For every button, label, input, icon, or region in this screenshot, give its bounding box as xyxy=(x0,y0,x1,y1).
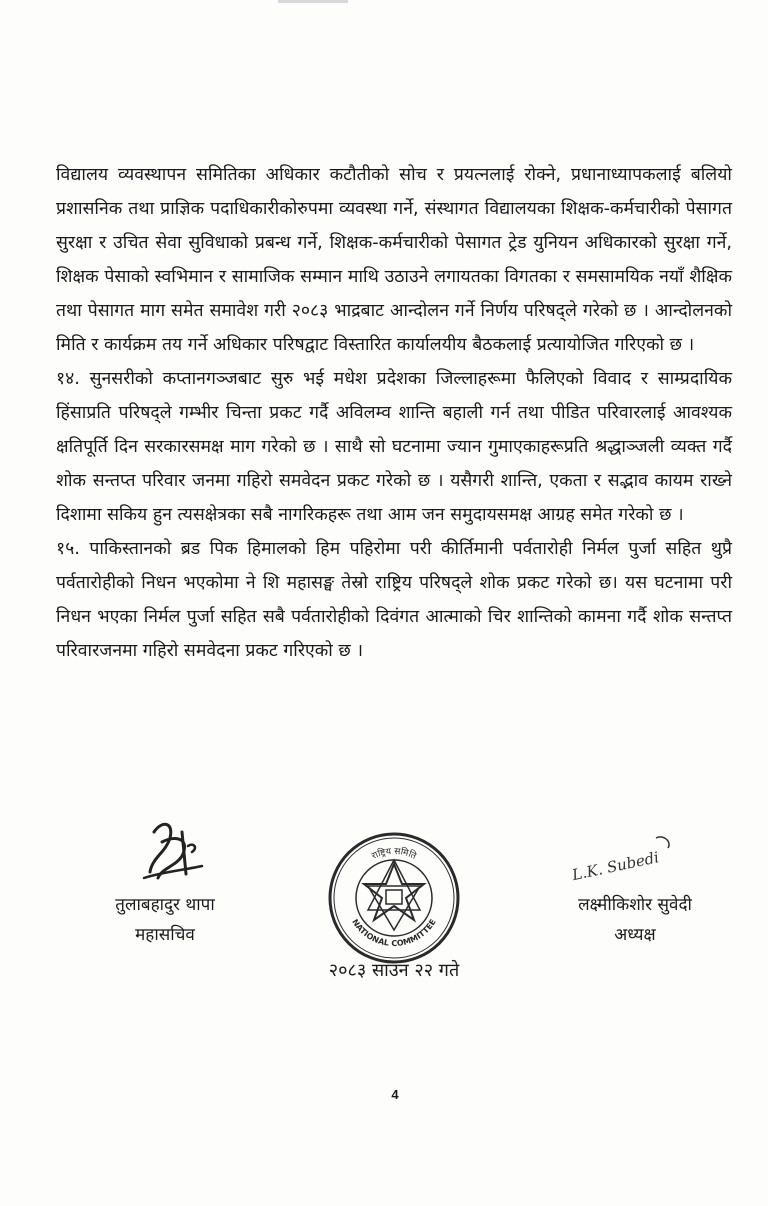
seal-top-text: राष्ट्रिय समिति xyxy=(370,846,418,862)
president-signature-text: L.K. Subedi xyxy=(570,848,661,885)
president-title: अध्यक्ष xyxy=(614,925,656,945)
general-secretary-name: तुलाबहादुर थापा xyxy=(115,895,215,915)
scan-artifact xyxy=(278,0,348,3)
general-secretary-title: महासचिव xyxy=(135,925,195,945)
president-signature xyxy=(560,828,700,888)
president-name: लक्ष्मीकिशोर सुवेदी xyxy=(578,895,692,915)
paragraph-15: १५. पाकिस्तानको ब्रड पिक हिमालको हिम पहिरोमा परी कीर्तिमानी पर्वतारोही निर्मल पुर्जा सहित थुप्रै पर्वतारोहीको निधन भएकोमा ने शि महासङ्घ तेस्रो राष्ट्रिय परिषद्ले शोक प्रकट गरेको छ। यस घटनामा परी निधन भएका निर्मल पुर्जा सहित सबै पर्वतारोहीको दिवंगत आत्माको चिर शान्तिको कामना गर्दै शोक सन्तप्त परिवारजनमा गहिरो समवेदना प्रकट गरिएको छ । xyxy=(56,539,732,661)
paragraph-13-continuation: विद्यालय व्यवस्थापन समितिका अधिकार कटौतीको सोच र प्रयत्नलाई रोक्ने, प्रधानाध्यापकलाई बलियो प्रशासनिक तथा प्राज्ञिक पदाधिकारीकोरुपमा व्यवस्था गर्ने, संस्थागत विद्यालयका शिक्षक-कर्मचारीको पेसागत सुरक्षा र उचित सेवा सुविधाको प्रबन्ध गर्ने, शिक्षक-कर्मचारीको पेसागत ट्रेड युनियन अधिकारको सुरक्षा गर्ने, शिक्षक पेसाको स्वभिमान र सामाजिक सम्मान माथि उठाउने लगायतका विगतका र समसामयिक नयाँ शैक्षिक तथा पेसागत माग समेत समावेश गरी २०८३ भाद्रबाट आन्दोलन गर्ने निर्णय परिषद्ले गरेको छ । आन्दोलनको मिति र कार्यक्रम तय गर्ने अधिकार परिषद्वाट विस्तारित कार्यालयीय बैठकलाई प्रत्यायोजित गरिएको छ । xyxy=(56,165,733,355)
general-secretary-signature xyxy=(132,812,212,892)
page-number: 4 xyxy=(391,1087,399,1102)
signature-block-right xyxy=(535,890,735,950)
signature-block-left xyxy=(80,890,250,950)
document-date: २०८३ साउन २२ गते xyxy=(328,960,460,981)
official-seal xyxy=(326,830,462,966)
paragraph-14: १४. सुनसरीको कप्तानगञ्जबाट सुरु भई मधेश प्रदेशका जिल्लाहरूमा फैलिएको विवाद र साम्प्रदायिक हिंसाप्रति परिषद्ले गम्भीर चिन्ता प्रकट गर्दै अविलम्व शान्ति बहाली गर्न तथा पीडित परिवारलाई आवश्यक क्षतिपूर्ति दिन सरकारसमक्ष माग गरेको छ । साथै सो घटनामा ज्यान गुमाएकाहरूप्रति श्रद्धाञ्जली व्यक्त गर्दै शोक सन्तप्त परिवार जनमा गहिरो समवेदन प्रकट गरेको छ । यसैगरी शान्ति, एकता र सद्भाव कायम राख्ने दिशामा सकिय हुन त्यसक्षेत्रका सबै नागरिकहरू तथा आम जन समुदायसमक्ष आग्रह समेत गरेको छ । xyxy=(56,369,732,525)
document-body xyxy=(56,158,732,668)
seal-bottom-text: NATIONAL COMMITTEE xyxy=(350,917,438,949)
president-signature-stroke xyxy=(560,828,700,888)
